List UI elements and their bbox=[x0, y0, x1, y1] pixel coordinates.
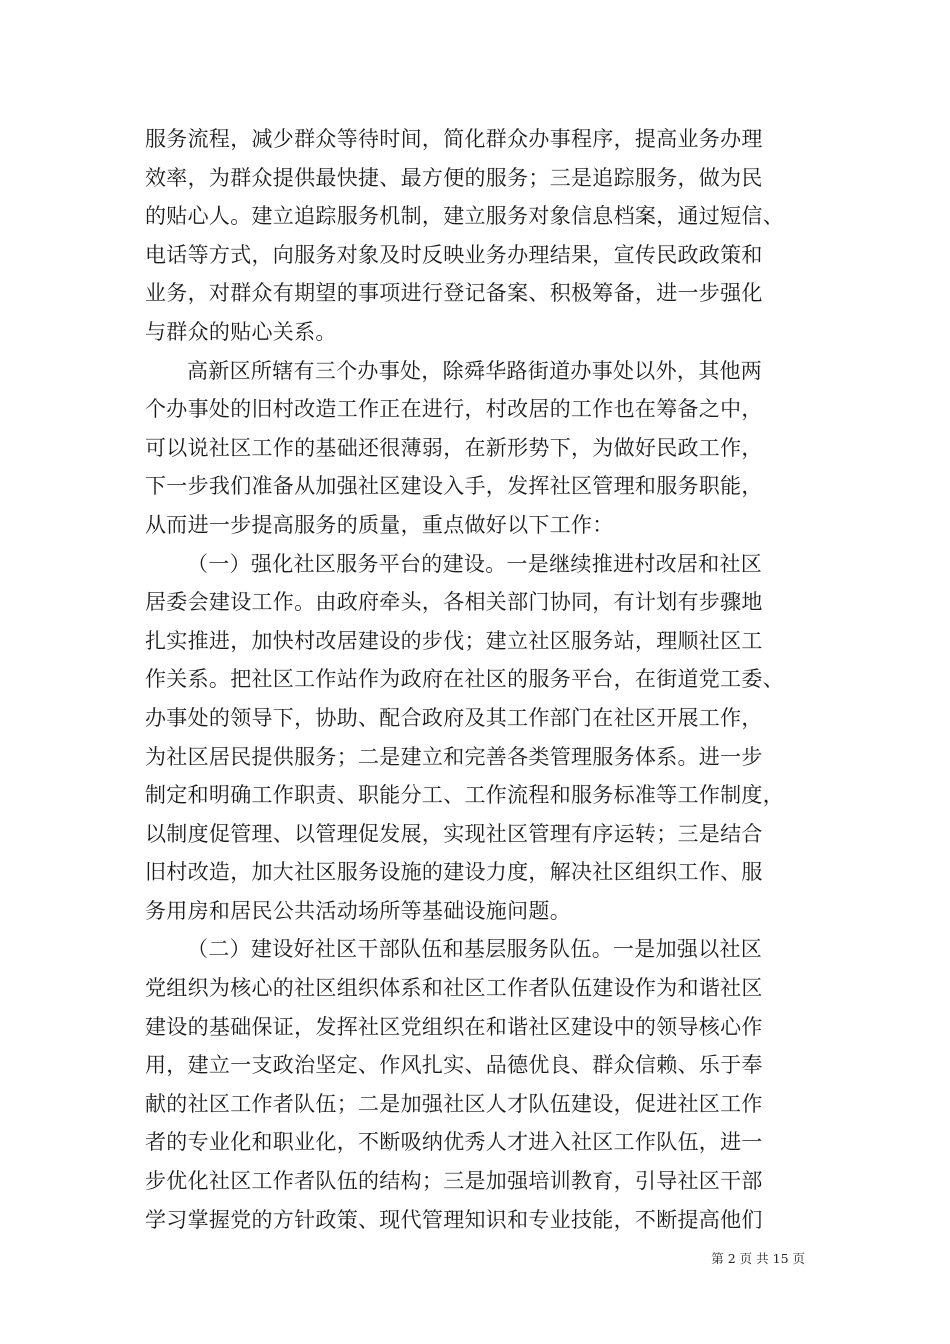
text-line: 业务，对群众有期望的事项进行登记备案、积极筹备，进一步强化 bbox=[145, 281, 763, 306]
text-line: 效率，为群众提供最快捷、最方便的服务；三是追踪服务，做为民 bbox=[145, 165, 763, 190]
text-line: 学习掌握党的方针政策、现代管理知识和专业技能，不断提高他们 bbox=[145, 1207, 763, 1232]
document-body bbox=[145, 120, 815, 1239]
text-line: 为社区居民提供服务；二是建立和完善各类管理服务体系。进一步 bbox=[145, 744, 763, 769]
text-line: 个办事处的旧村改造工作正在进行，村改居的工作也在筹备之中， bbox=[145, 397, 763, 422]
text-line: 服务流程，减少群众等待时间，简化群众办事程序，提高业务办理 bbox=[145, 127, 763, 151]
text-line: 下一步我们准备从加强社区建设入手，发挥社区管理和服务职能， bbox=[145, 474, 763, 499]
paragraph-1 bbox=[145, 120, 815, 352]
text-line: （二）建设好社区干部队伍和基层服务队伍。一是加强以社区 bbox=[187, 937, 763, 962]
text-line: 居委会建设工作。由政府牵头，各相关部门协同，有计划有步骤地 bbox=[145, 590, 763, 615]
text-line: 献的社区工作者队伍；二是加强社区人才队伍建设，促进社区工作 bbox=[145, 1091, 763, 1116]
text-line: 可以说社区工作的基础还很薄弱，在新形势下，为做好民政工作， bbox=[145, 435, 763, 460]
text-line: 的贴心人。建立追踪服务机制，建立服务对象信息档案，通过短信、 bbox=[145, 204, 784, 229]
paragraph-4 bbox=[145, 930, 815, 1239]
text-line: 办事处的领导下，协助、配合政府及其工作部门在社区开展工作， bbox=[145, 705, 763, 730]
text-line: 扎实推进，加快村改居建设的步伐；建立社区服务站，理顺社区工 bbox=[145, 628, 763, 653]
paragraph-2 bbox=[145, 352, 815, 545]
text-line: 电话等方式，向服务对象及时反映业务办理结果，宣传民政政策和 bbox=[145, 242, 763, 267]
text-line: 者的专业化和职业化，不断吸纳优秀人才进入社区工作队伍，进一 bbox=[145, 1130, 763, 1155]
text-line: 以制度促管理、以管理促发展，实现社区管理有序运转；三是结合 bbox=[145, 821, 763, 846]
text-line: 用，建立一支政治坚定、作风扎实、品德优良、群众信赖、乐于奉 bbox=[145, 1053, 763, 1078]
text-line: 从而进一步提高服务的质量，重点做好以下工作： bbox=[145, 512, 614, 537]
page-number-footer: 第 2 页 共 15 页 bbox=[711, 1251, 805, 1266]
text-line: （一）强化社区服务平台的建设。一是继续推进村改居和社区 bbox=[187, 551, 763, 576]
text-line: 作关系。把社区工作站作为政府在社区的服务平台，在街道党工委、 bbox=[145, 667, 784, 692]
text-line: 与群众的贴心关系。 bbox=[145, 319, 337, 344]
paragraph-3 bbox=[145, 545, 815, 931]
text-line: 务用房和居民公共活动场所等基础设施问题。 bbox=[145, 898, 571, 923]
text-line: 建设的基础保证，发挥社区党组织在和谐社区建设中的领导核心作 bbox=[145, 1014, 763, 1039]
text-line: 步优化社区工作者队伍的结构；三是加强培训教育，引导社区干部 bbox=[145, 1169, 763, 1194]
text-line: 制定和明确工作职责、职能分工、工作流程和服务标准等工作制度， bbox=[145, 783, 784, 808]
text-line: 高新区所辖有三个办事处，除舜华路街道办事处以外，其他两 bbox=[187, 358, 763, 383]
text-line: 旧村改造，加大社区服务设施的建设力度，解决社区组织工作、服 bbox=[145, 860, 763, 885]
text-line: 党组织为核心的社区组织体系和社区工作者队伍建设作为和谐社区 bbox=[145, 976, 763, 1001]
